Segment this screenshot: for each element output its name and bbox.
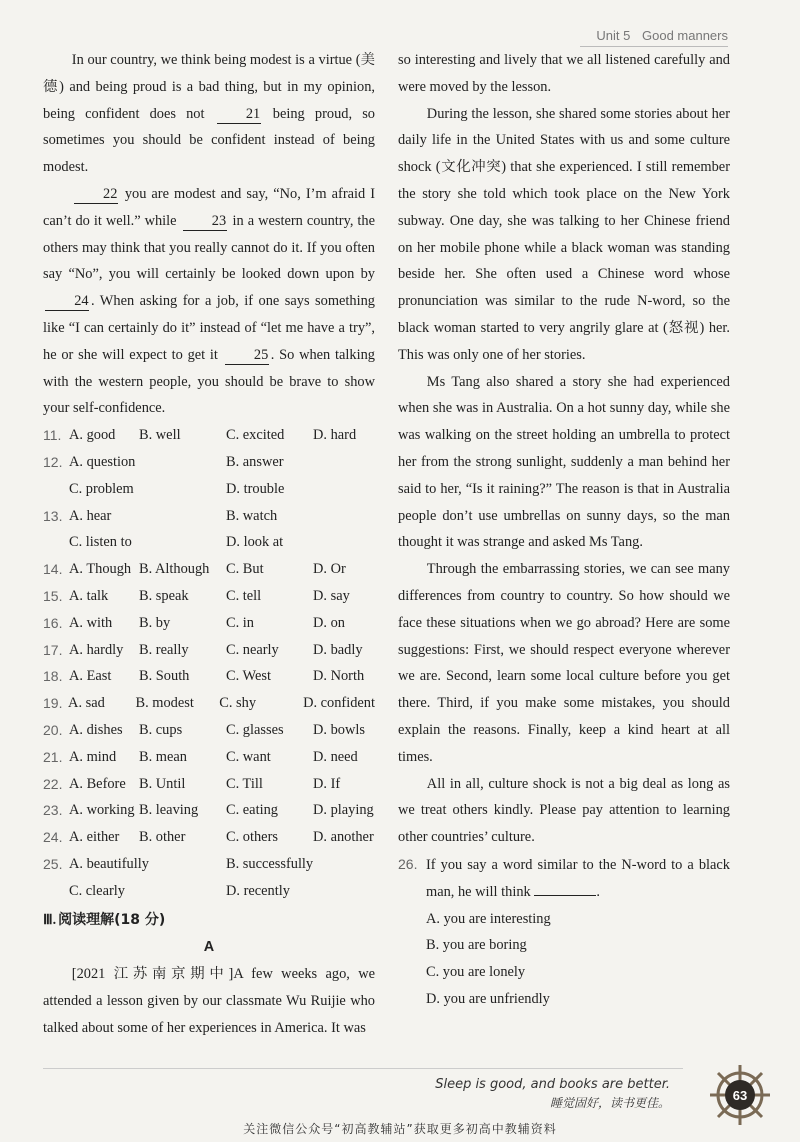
passage-label: A (203, 939, 215, 956)
question-row (43, 824, 375, 851)
option-b[interactable]: B. South (139, 668, 190, 685)
blank-21: 21 (217, 105, 261, 124)
option-d[interactable]: D. trouble (226, 480, 285, 497)
option-b[interactable]: B. cups (139, 721, 183, 738)
question-row (43, 503, 375, 530)
option-b[interactable]: B. speak (139, 587, 189, 604)
question-row (43, 449, 375, 476)
left-column (43, 47, 375, 1041)
option-b[interactable]: B. Although (139, 561, 210, 578)
option-a[interactable]: A. East (69, 668, 112, 685)
unit-title: Good manners (642, 28, 728, 43)
passage-paragraph-2: During the lesson, she shared some stories about her daily life in the United States with us and some culture shock (文化冲突) that she experienced. I still remember the story she told which took place on the New York subway. One day, she was talking to her Chinese friend on her mobile phone while a black woman was standing beside her. She often used a Chinese word whose pronunciation was similar to the rude N-word, so the black woman started to very angrily glare at (怒视) her. This was only one of her stories. (398, 105, 730, 363)
question-stem: If you say a word similar to the N-word to a black man, he will think (426, 856, 730, 900)
option-c[interactable]: C. West (226, 668, 271, 685)
option-d[interactable]: D. confident (303, 695, 375, 712)
footer-motto (428, 1077, 670, 1111)
question-row (43, 771, 375, 798)
option-a[interactable]: A. mind (69, 748, 117, 765)
option-a[interactable]: A. talk (69, 587, 109, 604)
question-row (43, 717, 375, 744)
option-a[interactable]: A. working (69, 802, 135, 819)
option-c[interactable]: C. shy (219, 695, 257, 712)
option-b[interactable]: B. by (139, 614, 171, 631)
footer-rule (43, 1068, 683, 1069)
option-d[interactable]: D. another (313, 829, 374, 846)
option-d[interactable]: D. North (313, 668, 365, 685)
option-b[interactable]: B. really (139, 641, 189, 658)
option-b[interactable]: B. modest (135, 695, 194, 712)
question-row-continued (43, 476, 375, 503)
option-d[interactable]: D. bowls (313, 721, 365, 738)
option-c[interactable]: C. listen to (69, 534, 132, 551)
question-number: 16. (43, 614, 63, 631)
question-number: 26. (398, 855, 418, 872)
option-a[interactable]: A. Before (69, 775, 126, 792)
question-row (43, 851, 375, 878)
option-d[interactable]: D. hard (313, 427, 357, 444)
passage-paragraph-3: Ms Tang also shared a story she had experienced when she was in Australia. On a hot sunny day, while she was walking on the street holding an umbrella to protect her from the strong sunlight, suddenly a man behind her said to her, “Is it raining?” The reason is that in Australia people don’t use umbrellas on sunny days, so the man thought it was strange and asked Ms Tang. (398, 373, 730, 551)
option-d[interactable]: D. look at (226, 534, 284, 551)
question-number: 22. (43, 775, 63, 792)
option-c[interactable]: C. problem (69, 480, 134, 497)
cloze-paragraph-1 (43, 47, 375, 181)
option-b[interactable]: B. Until (139, 775, 186, 792)
question-number: 20. (43, 721, 63, 738)
source-tag: [2021 江苏南京期中] (71, 966, 234, 983)
question-row (43, 610, 375, 637)
option-a[interactable]: A. question (69, 453, 136, 470)
text-run: you are modest and say, “No, I’m afraid I can’t do it well.” while (43, 185, 375, 229)
option-b[interactable]: B. leaving (139, 802, 199, 819)
text-run: . When asking for a job, if one says something like “I can certainly do it” instead of “let me have a try”, he or she will expect to get it (43, 293, 375, 363)
answer-blank[interactable] (534, 895, 596, 896)
option-b[interactable]: B. successfully (226, 855, 314, 872)
right-column (398, 47, 730, 1013)
option-a[interactable]: A. good (69, 427, 116, 444)
unit-label: Unit 5 (596, 28, 631, 43)
blank-25: 25 (225, 346, 269, 365)
question-row (43, 663, 375, 690)
option-d[interactable]: D. recently (226, 882, 290, 899)
option-c[interactable]: C. glasses (226, 721, 284, 738)
question-number: 19. (43, 695, 63, 712)
option-b[interactable]: B. mean (139, 748, 187, 765)
question-row-continued (43, 878, 375, 905)
option-a[interactable]: A. you are interesting (426, 910, 551, 927)
option-c[interactable]: C. clearly (69, 882, 125, 899)
option-a[interactable]: A. sad (68, 695, 105, 712)
option-d[interactable]: D. badly (313, 641, 363, 658)
passage-paragraph-1 (43, 961, 375, 1041)
option-a[interactable]: A. dishes (69, 721, 123, 738)
option-c[interactable]: C. in (226, 614, 254, 631)
question-number: 14. (43, 561, 63, 578)
question-number: 18. (43, 668, 63, 685)
section-number: Ⅲ. (43, 912, 57, 928)
option-b[interactable]: B. answer (226, 453, 284, 470)
text-run: . (596, 883, 600, 900)
option-a[interactable]: A. hear (69, 507, 112, 524)
question-row (43, 744, 375, 771)
text-run: . So when talking with the western people, you should be brave to show your self-confidence. (43, 346, 375, 417)
question-number: 11. (43, 427, 62, 444)
option-d[interactable]: D. you are unfriendly (426, 990, 550, 1007)
question-number: 15. (43, 587, 63, 604)
motto-chinese: 睡觉固好，读书更佳。 (549, 1096, 670, 1110)
option-c[interactable]: C. want (226, 748, 271, 765)
passage-paragraph-5: All in all, culture shock is not a big deal as long as we treat others kindly. Please pay attention to learning other countries’ culture. (398, 775, 730, 846)
option-c[interactable]: C. But (226, 561, 264, 578)
option-d[interactable]: D. say (313, 587, 350, 604)
option-a[interactable]: A. with (69, 614, 113, 631)
option-b[interactable]: B. watch (226, 507, 278, 524)
text-run: in a western country, the others may think that you really cannot do it. If you often say “No”, you will certainly be looked down upon by (43, 212, 376, 283)
question-row (43, 637, 375, 664)
option-d[interactable]: D. playing (313, 802, 374, 819)
option-d[interactable]: D. Or (313, 561, 346, 578)
option-d[interactable]: D. If (313, 775, 341, 792)
footer-note: 关注微信公众号“初高教辅站”获取更多初高中教辅资料 (243, 1122, 557, 1136)
question-row (43, 583, 375, 610)
question-list (43, 422, 375, 904)
question-row (43, 556, 375, 583)
option-d[interactable]: D. on (313, 614, 345, 631)
option-c[interactable]: C. tell (226, 587, 262, 604)
question-number: 13. (43, 507, 63, 524)
option-c[interactable]: C. eating (226, 802, 278, 819)
question-number: 24. (43, 829, 63, 846)
question-number: 25. (43, 855, 63, 872)
option-a[interactable]: A. either (69, 829, 120, 846)
cloze-paragraph-2 (43, 181, 375, 422)
ship-wheel-icon (708, 1063, 772, 1127)
option-a[interactable]: A. hardly (69, 641, 124, 658)
blank-24: 24 (45, 292, 89, 311)
question-row (43, 422, 375, 449)
question-number: 21. (43, 748, 63, 765)
option-b[interactable]: B. well (139, 427, 181, 444)
question-number: 23. (43, 802, 63, 819)
question-row (43, 797, 375, 824)
option-b[interactable]: B. you are boring (426, 937, 527, 954)
passage-paragraph-1-continued: so interesting and lively that we all listened carefully and were moved by the lesson. (398, 52, 730, 95)
page-number: 63 (732, 1088, 748, 1103)
option-c[interactable]: C. excited (226, 427, 285, 444)
motto-english: Sleep is good, and books are better. (435, 1077, 670, 1092)
option-a[interactable]: A. beautifully (69, 855, 149, 872)
question-26 (398, 851, 730, 906)
text-run: In our country, we think being modest is a virtue (美德) and being proud is a bad thing, but in my opinion, being confident does not (43, 52, 375, 122)
option-c[interactable]: C. others (226, 829, 278, 846)
question-row-continued (43, 529, 375, 556)
question-number: 17. (43, 641, 63, 658)
option-b[interactable]: B. other (139, 829, 186, 846)
text-run: A few weeks ago, we attended a lesson given by our classmate Wu Ruijie who talked about some of her experiences in America. It was (43, 966, 375, 1036)
option-a[interactable]: A. Though (69, 561, 132, 578)
question-row (43, 690, 375, 717)
option-c[interactable]: C. Till (226, 775, 263, 792)
option-d[interactable]: D. need (313, 748, 358, 765)
section-heading (43, 907, 375, 935)
section-title: 阅读理解(18 分) (58, 911, 166, 928)
blank-23: 23 (183, 212, 227, 231)
question-number: 12. (43, 453, 63, 470)
page-header (588, 28, 728, 43)
blank-22: 22 (74, 185, 118, 204)
passage-paragraph-4: Through the embarrassing stories, we can see many differences from country to country. So how should we face these situations when we go abroad? Here are some suggestions: First, we should respect everyone wherever we are. Second, learn some local culture before you get there. Third, if you make some mistakes, you should explain the reasons. Finally, keep a kind heart at all times. (398, 561, 730, 765)
text-run: being proud, so sometimes you should be confident instead of being modest. (43, 105, 375, 176)
option-c[interactable]: C. you are lonely (426, 964, 526, 981)
option-c[interactable]: C. nearly (226, 641, 279, 658)
